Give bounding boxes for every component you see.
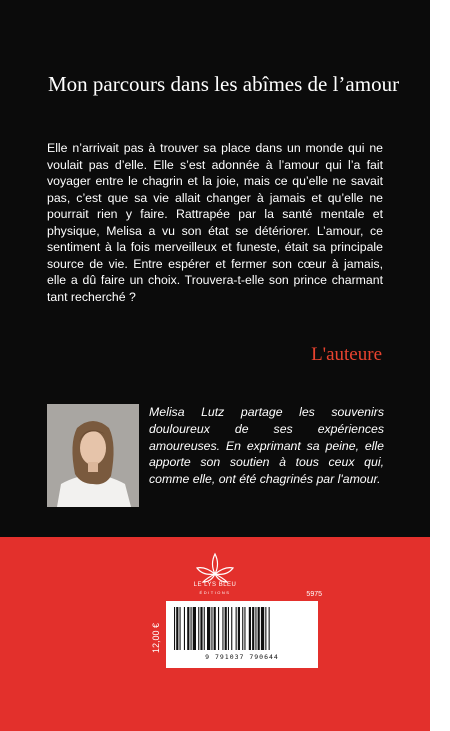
publisher-subtitle: ÉDITIONS [199, 590, 231, 595]
barcode-bar [269, 607, 270, 650]
barcode-bar [238, 607, 240, 650]
barcode-bars [174, 607, 312, 650]
barcode-bar [265, 607, 266, 650]
barcode-bar [204, 607, 205, 650]
barcode-bar [191, 607, 192, 650]
book-title: Mon parcours dans les abîmes de l’amour [48, 72, 400, 96]
barcode-bar [180, 607, 181, 650]
barcode-bar [198, 607, 199, 650]
price: 12,00 € [151, 622, 161, 654]
synopsis: Elle n’arrivait pas à trouver sa place dans un monde qui ne voulait pas d’elle. Elle s’est adonnée à l’amour qui l’a fait voyager entre le chagrin et la joie, mais ce qu’elle ne savait pas, c’est que sa vie allait changer à jamais et qu’elle ne pourrait rien y faire. Rattrapée par la santé mentale et physique, Melisa a vu son état se détériorer. L’amour, ce sentiment à la fois merveilleux et funeste, était sa principale source de vie. Entre espérer et fermer son cœur à jamais, elle a dû faire un choix. Trouvera-t-elle son prince charmant tant recherché ? [47, 141, 383, 304]
barcode-bar [261, 607, 264, 650]
barcode-bar [184, 607, 185, 650]
product-code: 5975 [306, 591, 322, 598]
barcode-bar [207, 607, 210, 650]
barcode-bar [211, 607, 212, 650]
barcode-bar [176, 607, 178, 650]
lily-icon [191, 548, 239, 596]
barcode-bar [244, 607, 245, 650]
barcode-bar [231, 607, 232, 650]
barcode-digits: 9 791037 790644 [205, 653, 279, 661]
barcode-bar [249, 607, 251, 650]
barcode-bar [218, 607, 219, 650]
publisher-name: LE LYS BLEU [193, 582, 237, 588]
barcode-bar [252, 607, 254, 650]
barcode-bar [225, 607, 227, 650]
barcode-bar [187, 607, 189, 650]
barcode-bar [200, 607, 202, 650]
author-bio: Melisa Lutz partage les souvenirs douloureux de ses expériences amoureuses. En exprimant sa peine, elle apporte son soutien à tous ceux qui, comme elle, ont été chagrinés par l'amour. [149, 405, 384, 487]
barcode-bar [193, 607, 196, 650]
barcode-bar [174, 607, 175, 650]
barcode-bar [255, 607, 256, 650]
barcode-bar [214, 607, 216, 650]
page-edge [430, 0, 450, 731]
barcode-bar [228, 607, 229, 650]
barcode-bar [258, 607, 260, 650]
barcode-bar [222, 607, 223, 650]
author-photo [47, 404, 139, 507]
barcode [166, 601, 318, 668]
author-heading: L'auteure [311, 344, 382, 365]
barcode-bar [242, 607, 243, 650]
barcode-bar [236, 607, 237, 650]
